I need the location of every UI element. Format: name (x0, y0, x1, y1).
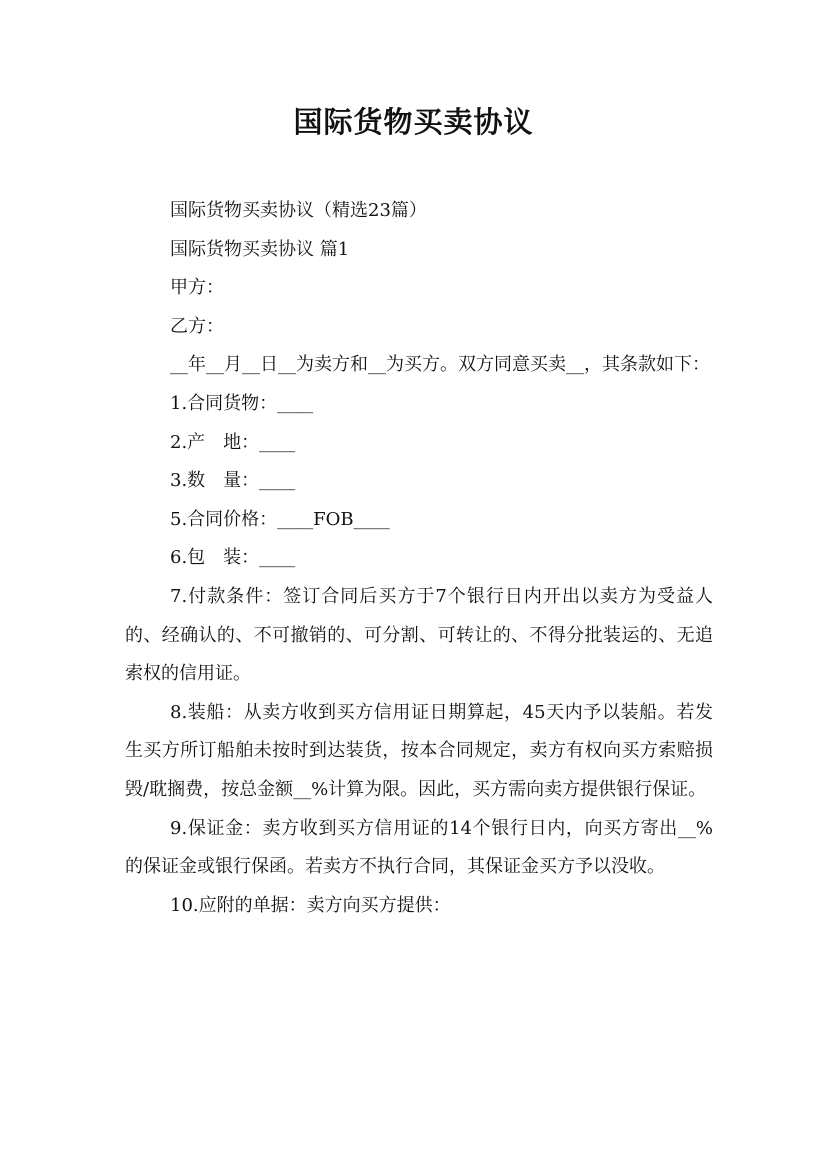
party-b-line: 乙方： (170, 315, 224, 337)
document-title: 国际货物买卖协议 (293, 105, 534, 139)
subtitle-paragraph: 国际货物买卖协议（精选23篇） (170, 200, 427, 221)
clause-price: 5.合同价格：____FOB____ (170, 508, 390, 530)
party-a-line: 甲方： (170, 277, 224, 299)
clause-goods: 1.合同货物：____ (170, 392, 314, 414)
clause-shipment: 8.装船：从卖方收到买方信用证日期算起，45天内予以装船。若发生买方所订船舶未按时到达装货，按本合同规定，卖方有权向买方索赔损毁/耽搁费，按总金额__%计算为限。因此，买方需向卖方提供银行保证。 (125, 701, 713, 800)
clause-origin: 2.产 地：____ (170, 431, 296, 453)
agreement-intro-paragraph: __年__月__日__为卖方和__为买方。双方同意买卖__，其条款如下： (170, 354, 710, 376)
clause-documents: 10.应附的单据：卖方向买方提供： (170, 894, 451, 916)
clause-deposit: 9.保证金：卖方收到买方信用证的14个银行日内，向买方寄出__%的保证金或银行保函。若卖方不执行合同，其保证金买方予以没收。 (125, 817, 713, 878)
section-heading: 国际货物买卖协议 篇1 (170, 238, 350, 260)
clause-quantity: 3.数 量：____ (170, 470, 296, 492)
clause-packing: 6.包 装：____ (170, 547, 296, 569)
clause-payment: 7.付款条件：签订合同后买方于7个银行日内开出以卖方为受益人的、经确认的、不可撤销的、可分割、可转让的、不得分批装运的、无追索权的信用证。 (125, 585, 713, 685)
document-body (125, 192, 713, 925)
